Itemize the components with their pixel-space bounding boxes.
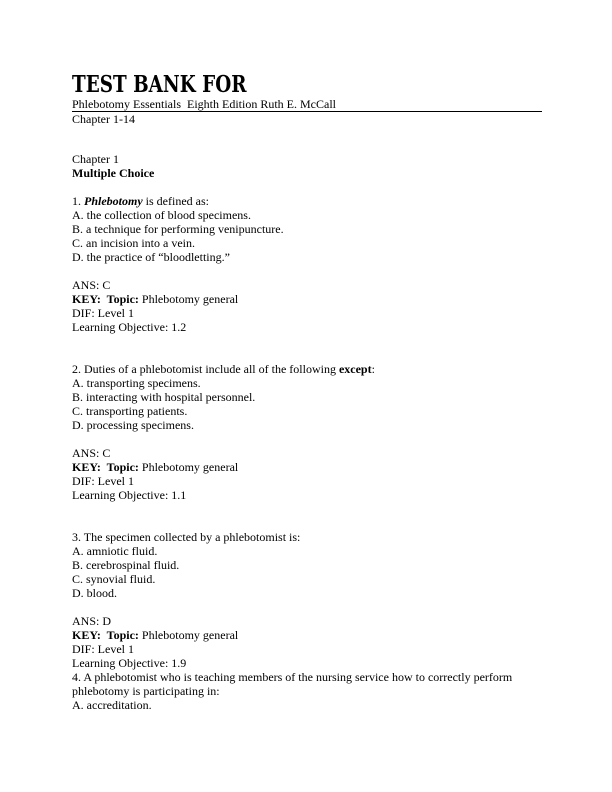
answer-line: [72, 642, 542, 656]
answer-block: [72, 278, 542, 334]
document-title: TEST BANK FOR: [72, 71, 247, 98]
text-segment: 3. The specimen collected by a phlebotomist is:: [72, 530, 301, 544]
question-block-1: [72, 194, 542, 334]
text-segment: Learning Objective: 1.2: [72, 320, 187, 334]
text-segment: DIF: Level 1: [72, 306, 134, 320]
question-block-3: [72, 530, 542, 670]
question-option: B. cerebrospinal fluid.: [72, 558, 180, 572]
question-option: A. transporting specimens.: [72, 376, 201, 390]
text-segment: Learning Objective: 1.1: [72, 488, 187, 502]
questions: [72, 194, 542, 712]
text-segment: 1.: [72, 194, 84, 208]
text-segment: ANS: C: [72, 446, 111, 460]
section-heading: [72, 152, 542, 180]
answer-line: [72, 488, 542, 502]
answer-line: [72, 446, 542, 460]
question-stem: [72, 194, 542, 208]
question-option: C. transporting patients.: [72, 404, 188, 418]
text-segment: :: [371, 362, 375, 376]
question-option: B. a technique for performing venipuncture.: [72, 222, 284, 236]
text-segment: Phlebotomy: [84, 194, 143, 208]
answer-block: [72, 614, 542, 670]
question-option: C. an incision into a vein.: [72, 236, 195, 250]
answer-line: [72, 614, 542, 628]
question-option: A. amniotic fluid.: [72, 544, 158, 558]
question-option: C. synovial fluid.: [72, 572, 156, 586]
text-segment: KEY: Topic:: [72, 292, 139, 306]
text-segment: 4. A phlebotomist who is teaching members of the nursing service how to correctly perform phlebotomy is participating in:: [72, 670, 516, 698]
document-subtitle: Phlebotomy Essentials Eighth Edition Ruth E. McCall: [72, 97, 542, 112]
text-segment: ANS: C: [72, 278, 111, 292]
question-option: D. blood.: [72, 586, 117, 600]
answer-line: [72, 474, 542, 488]
text-segment: KEY: Topic:: [72, 628, 139, 642]
answer-line: [72, 628, 542, 642]
answer-line: [72, 306, 542, 320]
text-segment: is defined as:: [142, 194, 209, 208]
text-segment: Phlebotomy general: [138, 628, 239, 642]
text-segment: DIF: Level 1: [72, 474, 134, 488]
text-segment: Phlebotomy general: [138, 292, 239, 306]
question-stem: [72, 362, 542, 376]
question-stem: [72, 670, 542, 698]
question-option: A. accreditation.: [72, 698, 152, 712]
answer-line: [72, 460, 542, 474]
section-chapter-heading: Chapter 1: [72, 152, 119, 166]
text-segment: Learning Objective: 1.9: [72, 656, 187, 670]
text-segment: 2. Duties of a phlebotomist include all of the following: [72, 362, 339, 376]
question-block-2: [72, 362, 542, 502]
answer-line: [72, 292, 542, 306]
text-segment: Phlebotomy general: [138, 460, 239, 474]
answer-line: [72, 320, 542, 334]
question-option: D. processing specimens.: [72, 418, 194, 432]
section-question-type-heading: Multiple Choice: [72, 166, 155, 180]
answer-line: [72, 656, 542, 670]
question-option: D. the practice of “bloodletting.”: [72, 250, 230, 264]
text-segment: DIF: Level 1: [72, 642, 134, 656]
text-segment: KEY: Topic:: [72, 460, 139, 474]
text-segment: except: [338, 362, 372, 376]
question-option: B. interacting with hospital personnel.: [72, 390, 256, 404]
question-stem: [72, 530, 542, 544]
chapter-range: Chapter 1-14: [72, 112, 135, 126]
text-segment: ANS: D: [72, 614, 112, 628]
question-option: A. the collection of blood specimens.: [72, 208, 251, 222]
answer-block: [72, 446, 542, 502]
question-block-4: [72, 670, 542, 712]
answer-line: [72, 278, 542, 292]
